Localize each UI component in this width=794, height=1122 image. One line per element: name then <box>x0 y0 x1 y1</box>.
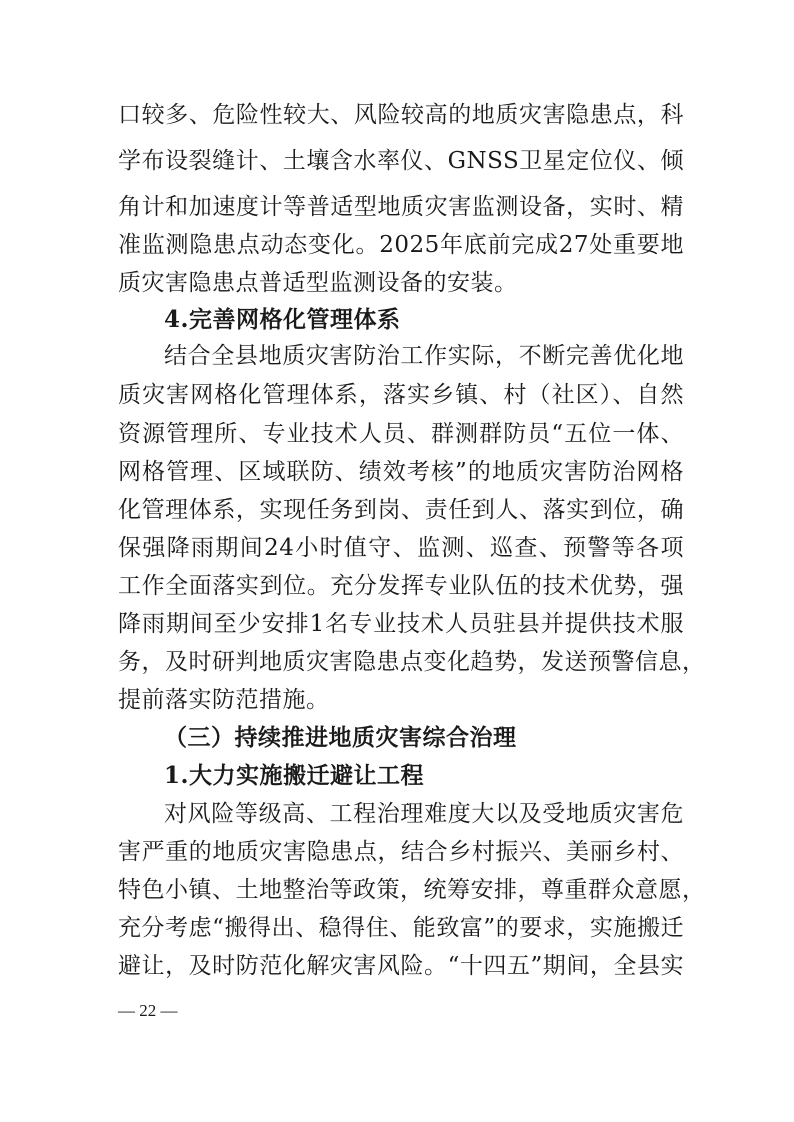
body-text-line: 对风险等级高、工程治理难度大以及受地质灾害危 <box>164 801 684 827</box>
body-text-line: 学布设裂缝计、土壤含水率仪、GNSS卫星定位仪、倾 <box>118 148 684 174</box>
body-text-line: 资源管理所、专业技术人员、群测群防员“五位一体、 <box>118 421 684 447</box>
body-text-line: 质灾害隐患点普适型监测设备的安装。 <box>118 270 518 296</box>
body-text-line: 化管理体系，实现任务到岗、责任到人、落实到位，确 <box>118 497 684 523</box>
body-text-line: 降雨期间至少安排1名专业技术人员驻县并提供技术服 <box>118 611 684 637</box>
subheading-4: 4.完善网格化管理体系 <box>164 306 401 333</box>
body-text-line: 准监测隐患点动态变化。2025年底前完成27处重要地 <box>118 232 684 258</box>
body-text-line: 保强降雨期间24小时值守、监测、巡查、预警等各项 <box>118 535 684 561</box>
subheading-1: 1.大力实施搬迁避让工程 <box>164 762 425 789</box>
body-text-line: 角计和加速度计等普适型地质灾害监测设备，实时、精 <box>118 194 684 220</box>
body-text-line: 网格管理、区域联防、绩效考核”的地质灾害防治网格 <box>118 459 684 485</box>
body-text-line: 特色小镇、土地整治等政策，统筹安排，尊重群众意愿， <box>118 877 706 903</box>
page-number: — 22 — <box>118 1001 178 1020</box>
body-text-line: 提前落实防范措施。 <box>118 687 330 713</box>
body-text-line: 结合全县地质灾害防治工作实际，不断完善优化地 <box>164 343 684 369</box>
body-text-line: 避让，及时防范化解灾害风险。“十四五”期间，全县实 <box>118 953 684 979</box>
body-text-line: 口较多、危险性较大、风险较高的地质灾害隐患点，科 <box>118 102 684 128</box>
section-heading-3: （三）持续推进地质灾害综合治理 <box>164 724 517 751</box>
body-text-line: 质灾害网格化管理体系，落实乡镇、村（社区）、自然 <box>118 382 684 408</box>
body-text-line: 害严重的地质灾害隐患点，结合乡村振兴、美丽乡村、 <box>118 839 684 865</box>
body-text-line: 充分考虑“搬得出、稳得住、能致富”的要求，实施搬迁 <box>118 915 684 941</box>
body-text-line: 务，及时研判地质灾害隐患点变化趋势，发送预警信息， <box>118 649 706 675</box>
body-text-line: 工作全面落实到位。充分发挥专业队伍的技术优势，强 <box>118 573 684 599</box>
